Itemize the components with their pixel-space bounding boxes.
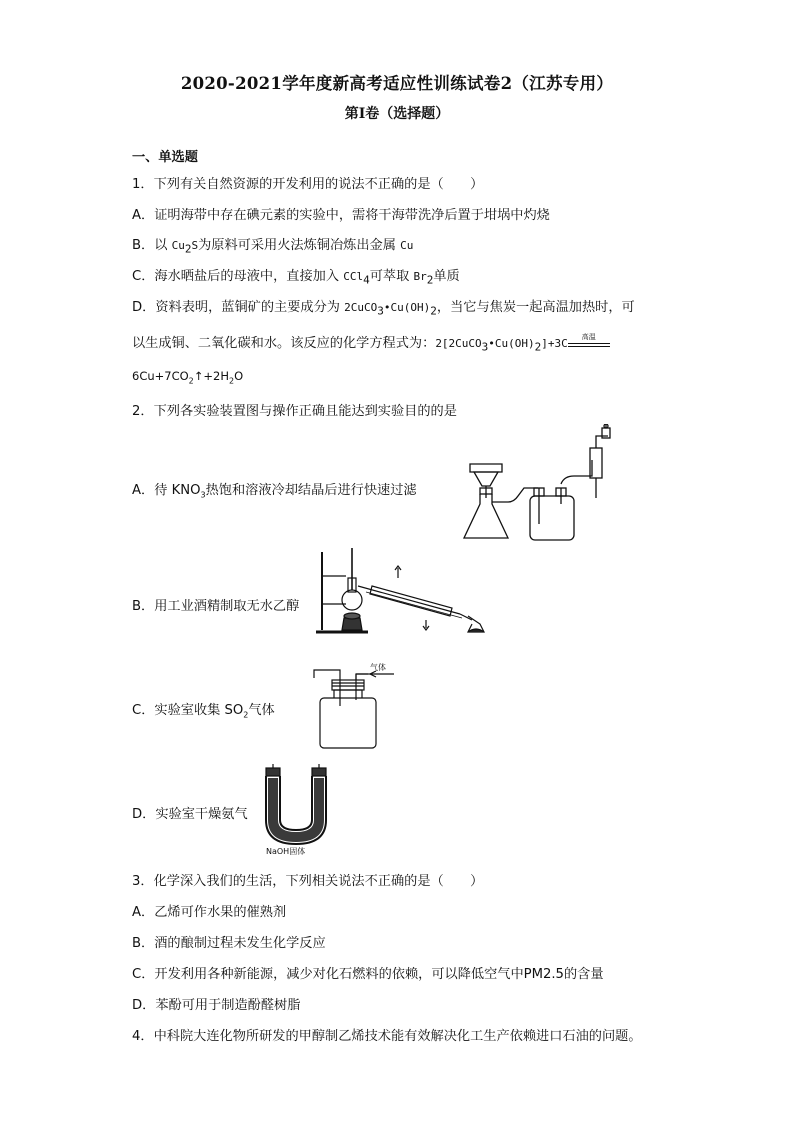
- part-title: 第I卷（选择题）: [344, 106, 450, 122]
- suction-filtration-figure: [462, 424, 632, 544]
- q1-option-b: B．以 $Cu_2S$为原料可采用火法炼铜冶炼出金属 Cu: [132, 238, 414, 256]
- section-heading: 一、单选题: [132, 150, 198, 165]
- q1-option-d: D．资料表明，蓝铜矿的主要成分为 $2CuCO_3•Cu(OH)_2$，当它与焦炭一起高温加热时，可: [132, 300, 635, 318]
- q3-stem: 3．化学深入我们的生活，下列相关说法不正确的是（ ）: [132, 874, 484, 889]
- distillation-figure: [312, 548, 492, 636]
- gas-collection-figure: [310, 660, 420, 752]
- u-tube-drier-figure: [262, 764, 338, 858]
- q1-option-a: A．证明海带中存在碘元素的实验中，需将干海带洗净后置于坩埚中灼烧: [132, 208, 550, 223]
- q3-option-b: B．酒的酿制过程未发生化学反应: [132, 936, 326, 951]
- q2-option-b: B．用工业酒精制取无水乙醇: [132, 599, 300, 614]
- gas-label: 气体: [370, 663, 386, 672]
- exam-title: 2020-2021学年度新高考适应性训练试卷2（江苏专用）: [180, 74, 614, 93]
- q1-option-c: C．海水晒盐后的母液中，直接加入 CCl$_4$可萃取 $Br_2$单质: [132, 269, 460, 287]
- q2-option-a: A．待 $KNO_3$热饱和溶液冷却结晶后进行快速过滤: [132, 483, 417, 500]
- q4-stem: 4．中科院大连化物所研发的甲醇制乙烯技术能有效解决化工生产依赖进口石油的问题。: [132, 1029, 642, 1044]
- naoh-label: NaOH固体: [266, 847, 306, 856]
- q2-option-d: D．实验室干燥氨气: [132, 807, 248, 822]
- q1-stem: 1．下列有关自然资源的开发利用的说法不正确的是（ ）: [132, 177, 484, 192]
- q1-option-d-line2: 以生成铜、二氧化碳和水。该反应的化学方程式为：$2[2CuCO_3•Cu(OH)_2]+3C$ 高温: [132, 332, 610, 354]
- q3-option-d: D．苯酚可用于制造酚醛树脂: [132, 998, 301, 1013]
- q3-option-c: C．开发利用各种新能源，减少对化石燃料的依赖，可以降低空气中PM2.5的含量: [132, 967, 604, 982]
- q3-option-a: A．乙烯可作水果的催熟剂: [132, 905, 287, 920]
- q2-stem: 2．下列各实验装置图与操作正确且能达到实验目的的是: [132, 404, 457, 419]
- reaction-condition: 高温: [568, 336, 610, 350]
- q1-option-d-line3: $6Cu+7CO_2↑+2H_2O$: [132, 369, 244, 386]
- q2-option-c: C．实验室收集 $SO_2$气体: [132, 703, 275, 720]
